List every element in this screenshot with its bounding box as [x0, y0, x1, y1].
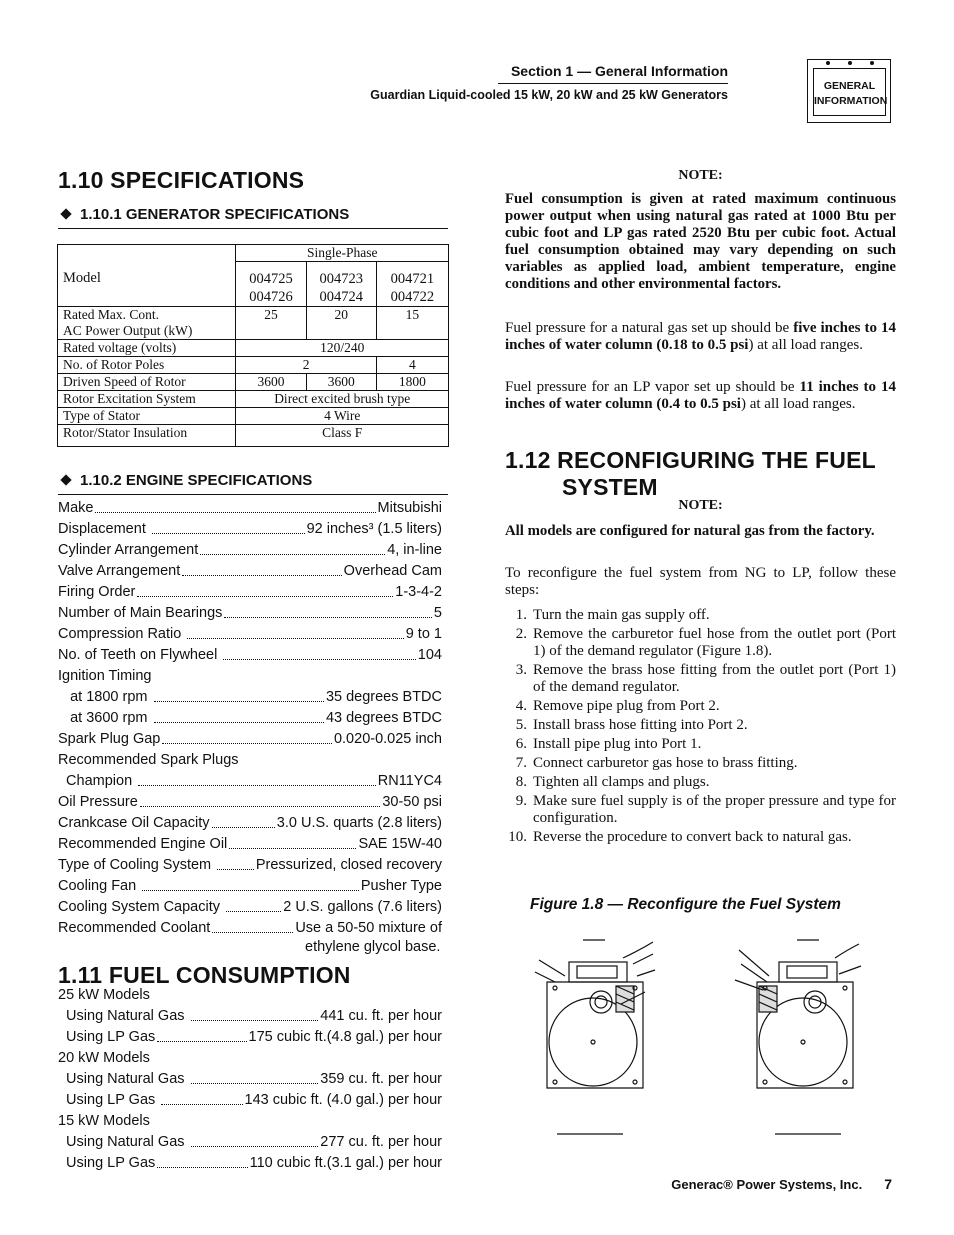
tab-label-line2: INFORMATION — [814, 95, 888, 107]
spec-label: Displacement — [58, 521, 150, 537]
note-label: NOTE: — [678, 498, 723, 513]
spec-label: Using Natural Gas — [58, 1008, 189, 1024]
generator-specs-heading-text: 1.10.1 GENERATOR SPECIFICATIONS — [80, 206, 350, 223]
spec-line — [58, 625, 442, 643]
model-number: 004725 — [249, 271, 293, 287]
dot-leader — [191, 1083, 319, 1084]
engine-specs-heading — [58, 472, 312, 489]
spec-label: Valve Arrangement — [58, 563, 181, 579]
table-cell: 15 — [376, 307, 448, 340]
step-item — [505, 662, 896, 696]
spec-line — [58, 814, 442, 832]
note-text: All models are configured for natural gas from the factory. — [505, 523, 875, 539]
header-rule — [498, 83, 728, 84]
spec-line — [58, 772, 442, 790]
spec-line — [58, 1154, 442, 1172]
spec-label: Crankcase Oil Capacity — [58, 815, 210, 831]
spec-line — [58, 709, 442, 727]
model-cell — [236, 262, 306, 307]
step-text: Install brass hose fitting into Port 2. — [533, 717, 748, 733]
generator-specs-heading — [58, 206, 349, 223]
spec-label: Compression Ratio — [58, 626, 186, 642]
step-item — [505, 717, 896, 734]
step-item — [505, 755, 896, 772]
heading-rule — [58, 228, 448, 229]
table-cell: Class F — [236, 425, 449, 447]
dot-leader — [200, 554, 385, 555]
tab-label-line1: GENERAL — [823, 80, 876, 92]
phase-header: Single-Phase — [236, 245, 449, 262]
table-cell: 4 — [376, 357, 448, 374]
tab-dot — [848, 61, 852, 65]
ng-pressure-tail: ) at all load ranges. — [748, 337, 864, 353]
dot-leader — [226, 911, 281, 912]
fuel-consumption-heading: 1.11 FUEL CONSUMPTION — [58, 962, 351, 988]
step-item — [505, 736, 896, 753]
spec-label: Firing Order — [58, 584, 136, 600]
spec-value: SAE 15W-40 — [358, 836, 442, 852]
spec-line — [58, 1070, 442, 1088]
spec-line — [58, 898, 442, 916]
spec-value: 35 degrees BTDC — [325, 689, 442, 705]
spec-label: at 3600 rpm — [58, 710, 152, 726]
reconfigure-heading — [505, 447, 876, 501]
step-text: Tighten all clamps and plugs. — [533, 774, 710, 790]
lp-pressure-value: 11 inches to 14 inches of water column (0.4 to 0.5 psi — [505, 379, 896, 412]
spec-line — [58, 1007, 442, 1025]
spec-line — [58, 583, 442, 601]
model-label: Model — [58, 262, 236, 307]
table-cell: 4 Wire — [236, 408, 449, 425]
spec-label: Make — [58, 500, 94, 516]
dot-leader — [157, 1167, 247, 1168]
model-number: 004726 — [249, 289, 293, 305]
step-text: Remove the brass hose fitting from the outlet port (Port 1) of the demand regulator. — [533, 662, 896, 695]
regulator-figure — [525, 930, 885, 1140]
model-number: 004722 — [390, 289, 435, 305]
spec-label: at 1800 rpm — [58, 689, 152, 705]
step-text: Remove the carburetor fuel hose from the outlet port (Port 1) of the demand regulator (Figure 1.8). — [533, 626, 896, 659]
step-number: 10. — [508, 829, 527, 845]
spec-value: 43 degrees BTDC — [325, 710, 442, 726]
specifications-heading: 1.10 SPECIFICATIONS — [58, 167, 305, 193]
spec-line — [58, 562, 442, 580]
spec-value: 277 cu. ft. per hour — [320, 1134, 442, 1150]
spec-label: Type of Cooling System — [58, 857, 216, 873]
table-cell: 2 — [236, 357, 376, 374]
spec-value: 143 cubic ft. (4.0 gal.) per hour — [244, 1092, 442, 1108]
dot-leader — [152, 533, 305, 534]
spec-label: Oil Pressure — [58, 794, 138, 810]
row-label-line: Rated Max. Cont. — [63, 307, 159, 322]
row-label: Rotor/Stator Insulation — [58, 425, 236, 447]
step-text: Install pipe plug into Port 1. — [533, 736, 702, 752]
dot-leader — [229, 848, 356, 849]
spec-label: Champion — [58, 773, 137, 789]
step-number: 6. — [515, 736, 527, 752]
spec-line — [58, 856, 442, 874]
spec-label: Number of Main Bearings — [58, 605, 223, 621]
figure-caption: Figure 1.8 — Reconfigure the Fuel System — [530, 896, 841, 913]
dot-leader — [95, 512, 375, 513]
spec-value: Use a 50-50 mixture of — [295, 920, 442, 936]
spec-label: Recommended Coolant — [58, 920, 211, 936]
dot-leader — [142, 890, 359, 891]
tab-inner-box — [813, 68, 886, 116]
step-item — [505, 793, 896, 827]
spec-line — [58, 499, 442, 517]
row-label: Driven Speed of Rotor — [58, 374, 236, 391]
spec-label: Using Natural Gas — [58, 1134, 189, 1150]
regulator-left-drawing — [535, 940, 655, 1134]
spec-label: Cooling System Capacity — [58, 899, 225, 915]
spec-subheading: 25 kW Models — [58, 987, 150, 1003]
step-item — [505, 698, 896, 715]
spec-value: 5 — [433, 605, 442, 621]
step-number: 4. — [515, 698, 527, 714]
spec-value: 441 cu. ft. per hour — [320, 1008, 442, 1024]
note-label: NOTE: — [678, 168, 723, 183]
row-label: Rotor Excitation System — [58, 391, 236, 408]
step-text: Turn the main gas supply off. — [533, 607, 710, 623]
diamond-bullet-icon — [60, 208, 71, 219]
dot-leader — [140, 806, 381, 807]
step-text: Remove pipe plug from Port 2. — [533, 698, 720, 714]
dot-leader — [223, 659, 415, 660]
model-cell — [376, 262, 448, 307]
step-number: 7. — [515, 755, 527, 771]
model-number: 004723 — [319, 271, 363, 287]
dot-leader — [162, 743, 332, 744]
dot-leader — [187, 638, 403, 639]
spec-value: 1-3-4-2 — [395, 584, 442, 600]
spec-value: 9 to 1 — [405, 626, 442, 642]
tab-label — [814, 79, 888, 109]
spec-subheading: Ignition Timing — [58, 668, 152, 684]
table-cell: 120/240 — [236, 340, 449, 357]
spec-value: Overhead Cam — [343, 563, 442, 579]
step-text: Reverse the procedure to convert back to natural gas. — [533, 829, 852, 845]
spec-line — [58, 1028, 442, 1046]
step-item — [505, 829, 896, 846]
dot-leader — [212, 827, 275, 828]
spec-value: Pusher Type — [360, 878, 442, 894]
spec-value: 104 — [417, 647, 442, 663]
spec-value: RN11YC4 — [377, 773, 442, 789]
table-cell: 25 — [236, 307, 306, 340]
spec-value: Pressurized, closed recovery — [255, 857, 442, 873]
spec-line — [58, 604, 442, 622]
spec-label: Using LP Gas — [58, 1155, 156, 1171]
model-number: 004724 — [319, 289, 363, 305]
ng-pressure-text: Fuel pressure for a natural gas set up should be — [505, 320, 794, 336]
spec-line — [58, 793, 442, 811]
model-cell — [306, 262, 376, 307]
reconfigure-intro: To reconfigure the fuel system from NG to LP, follow these steps: — [505, 565, 896, 598]
generator-spec-table — [57, 244, 449, 447]
dot-leader — [161, 1104, 242, 1105]
spec-label: Spark Plug Gap — [58, 731, 161, 747]
step-number: 5. — [515, 717, 527, 733]
spec-label: Recommended Engine Oil — [58, 836, 228, 852]
steps-list — [505, 607, 896, 848]
row-label: Type of Stator — [58, 408, 236, 425]
dot-leader — [154, 722, 324, 723]
lp-pressure-text: Fuel pressure for an LP vapor set up should be — [505, 379, 800, 395]
dot-leader — [137, 596, 393, 597]
spec-line — [58, 541, 442, 559]
step-number: 1. — [515, 607, 527, 623]
dot-leader — [182, 575, 341, 576]
step-item — [505, 607, 896, 624]
table-cell: Direct excited brush type — [236, 391, 449, 408]
spec-value: 175 cubic ft.(4.8 gal.) per hour — [248, 1029, 442, 1045]
tab-dot — [870, 61, 874, 65]
heading-rule — [58, 494, 448, 495]
dot-leader — [212, 932, 293, 933]
step-item — [505, 774, 896, 791]
reconfigure-heading-line2: SYSTEM — [562, 474, 658, 500]
tab-dot — [826, 61, 830, 65]
table-cell: 1800 — [376, 374, 448, 391]
spec-line — [58, 919, 442, 937]
row-label — [58, 307, 236, 340]
row-label: Rated voltage (volts) — [58, 340, 236, 357]
step-number: 9. — [515, 793, 527, 809]
step-number: 3. — [515, 662, 527, 678]
spec-label: Cylinder Arrangement — [58, 542, 199, 558]
spec-line — [58, 520, 442, 538]
section-header: Section 1 — General Information — [510, 63, 728, 79]
spec-line — [58, 1091, 442, 1109]
table-cell: 3600 — [306, 374, 376, 391]
spec-value: 359 cu. ft. per hour — [320, 1071, 442, 1087]
spec-label: Using Natural Gas — [58, 1071, 189, 1087]
lp-pressure-paragraph — [505, 379, 896, 413]
dot-leader — [224, 617, 432, 618]
spec-value: 0.020-0.025 inch — [333, 731, 442, 747]
spec-value: 92 inches³ (1.5 liters) — [306, 521, 442, 537]
natural-gas-pressure-paragraph — [505, 320, 896, 354]
note-text: Fuel consumption is given at rated maximum continuous power output when using natural gas rated at 1000 Btu per cubic foot and LP gas rated 2520 Btu per cubic foot. Actual fuel consumption obtained may vary depending on such variables as applied load, ambient temperature, engine conditions and other environmental factors. — [505, 191, 896, 292]
spec-label: Cooling Fan — [58, 878, 141, 894]
lp-pressure-tail: ) at all load ranges. — [740, 396, 856, 412]
dot-leader — [191, 1020, 319, 1021]
spec-value: 110 cubic ft.(3.1 gal.) per hour — [249, 1155, 442, 1171]
spec-value: 3.0 U.S. quarts (2.8 liters) — [276, 815, 442, 831]
spec-label: No. of Teeth on Flywheel — [58, 647, 222, 663]
reconfigure-heading-line1: 1.12 RECONFIGURING THE FUEL — [505, 447, 876, 473]
model-number: 004721 — [390, 271, 435, 287]
spec-line — [58, 688, 442, 706]
spec-value: 30-50 psi — [382, 794, 442, 810]
spec-line — [58, 1133, 442, 1151]
step-item — [505, 626, 896, 660]
spec-line — [58, 877, 442, 895]
spec-subheading: 15 kW Models — [58, 1113, 150, 1129]
spec-subheading: Recommended Spark Plugs — [58, 752, 239, 768]
page-footer — [671, 1176, 892, 1192]
dot-leader — [217, 869, 254, 870]
spec-label: Using LP Gas — [58, 1029, 156, 1045]
row-label: No. of Rotor Poles — [58, 357, 236, 374]
row-label-line: AC Power Output (kW) — [63, 323, 193, 338]
section-tab — [807, 59, 891, 123]
spec-label: Using LP Gas — [58, 1092, 160, 1108]
spec-value: 2 U.S. gallons (7.6 liters) — [283, 899, 442, 915]
step-number: 8. — [515, 774, 527, 790]
step-text: Connect carburetor gas hose to brass fitting. — [533, 755, 798, 771]
table-cell: 3600 — [236, 374, 306, 391]
spec-line — [58, 646, 442, 664]
regulator-right-drawing — [735, 940, 861, 1134]
spec-subheading: 20 kW Models — [58, 1050, 150, 1066]
dot-leader — [191, 1146, 319, 1147]
document-subtitle: Guardian Liquid-cooled 15 kW, 20 kW and 25 kW Generators — [370, 88, 728, 102]
step-number: 2. — [515, 626, 527, 642]
coolant-continuation: ethylene glycol base. — [305, 939, 441, 955]
spec-value: 4, in-line — [387, 542, 442, 558]
company-name: Generac® Power Systems, Inc. — [671, 1177, 863, 1192]
dot-leader — [157, 1041, 246, 1042]
dot-leader — [138, 785, 376, 786]
diamond-bullet-icon — [60, 474, 71, 485]
ng-pressure-value: five inches to 14 inches of water column (0.18 to 0.5 psi — [505, 320, 897, 353]
spec-line — [58, 835, 442, 853]
dot-leader — [154, 701, 324, 702]
step-text: Make sure fuel supply is of the proper pressure and type for configuration. — [533, 793, 896, 826]
table-cell: 20 — [306, 307, 376, 340]
engine-specs-heading-text: 1.10.2 ENGINE SPECIFICATIONS — [80, 472, 313, 489]
page-number: 7 — [884, 1176, 892, 1192]
spec-value: Mitsubishi — [377, 500, 442, 516]
spec-line — [58, 730, 442, 748]
